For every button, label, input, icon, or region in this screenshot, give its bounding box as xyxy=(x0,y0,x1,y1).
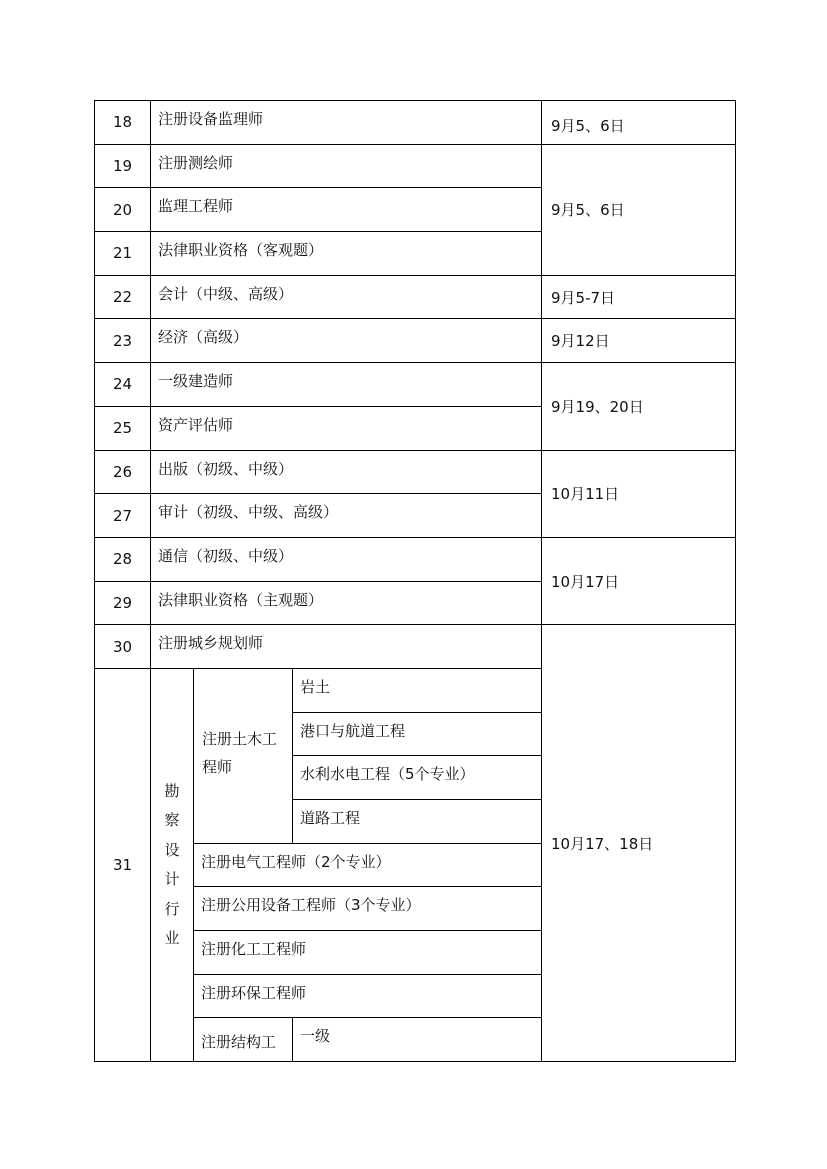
survey-item: 注册环保工程师 xyxy=(194,974,542,1018)
exam-name: 经济（高级） xyxy=(151,319,542,363)
survey-design-category: 勘 察 设 计 行 业 xyxy=(151,668,194,1061)
row-number: 26 xyxy=(95,450,151,494)
row-number: 29 xyxy=(95,581,151,625)
table-row xyxy=(95,363,736,407)
structural-sub-item: 一级 xyxy=(293,1018,542,1062)
row-number: 22 xyxy=(95,275,151,319)
row-number: 23 xyxy=(95,319,151,363)
row-number: 31 xyxy=(95,668,151,1061)
exam-name: 法律职业资格（主观题） xyxy=(151,581,542,625)
row-number: 18 xyxy=(95,101,151,145)
exam-date: 10月11日 xyxy=(542,450,736,537)
exam-name: 会计（中级、高级） xyxy=(151,275,542,319)
table-row xyxy=(95,537,736,581)
civil-sub-item: 港口与航道工程 xyxy=(293,712,542,756)
row-number: 21 xyxy=(95,232,151,276)
exam-schedule-table xyxy=(94,100,736,1062)
survey-item: 注册电气工程师（2个专业） xyxy=(194,843,542,887)
structural-engineer-label: 注册结构工 xyxy=(194,1018,293,1062)
row-number: 20 xyxy=(95,188,151,232)
row-number: 28 xyxy=(95,537,151,581)
table-row xyxy=(95,319,736,363)
table-row xyxy=(95,275,736,319)
row-number: 19 xyxy=(95,144,151,188)
table-row xyxy=(95,625,736,669)
exam-name: 注册测绘师 xyxy=(151,144,542,188)
exam-name: 法律职业资格（客观题） xyxy=(151,232,542,276)
exam-name: 出版（初级、中级） xyxy=(151,450,542,494)
exam-name: 资产评估师 xyxy=(151,406,542,450)
exam-date: 10月17日 xyxy=(542,537,736,624)
exam-date: 9月5、6日 xyxy=(542,144,736,275)
row-number: 30 xyxy=(95,625,151,669)
exam-date: 9月5-7日 xyxy=(542,275,736,319)
exam-name: 审计（初级、中级、高级） xyxy=(151,494,542,538)
exam-date: 9月5、6日 xyxy=(542,101,736,145)
exam-date: 9月19、20日 xyxy=(542,363,736,450)
table-row xyxy=(95,144,736,188)
row-number: 25 xyxy=(95,406,151,450)
row-number: 24 xyxy=(95,363,151,407)
exam-name: 通信（初级、中级） xyxy=(151,537,542,581)
table-row xyxy=(95,450,736,494)
survey-item: 注册化工工程师 xyxy=(194,931,542,975)
civil-engineer-label: 注册土木工程师 xyxy=(194,668,293,843)
civil-sub-item: 水利水电工程（5个专业） xyxy=(293,756,542,800)
survey-item: 注册公用设备工程师（3个专业） xyxy=(194,887,542,931)
row-number: 27 xyxy=(95,494,151,538)
civil-sub-item: 道路工程 xyxy=(293,800,542,844)
exam-name: 监理工程师 xyxy=(151,188,542,232)
exam-name: 注册设备监理师 xyxy=(151,101,542,145)
exam-name: 一级建造师 xyxy=(151,363,542,407)
table-row xyxy=(95,101,736,145)
civil-sub-item: 岩土 xyxy=(293,668,542,712)
exam-date: 9月12日 xyxy=(542,319,736,363)
exam-name: 注册城乡规划师 xyxy=(151,625,542,669)
exam-date: 10月17、18日 xyxy=(542,625,736,1062)
